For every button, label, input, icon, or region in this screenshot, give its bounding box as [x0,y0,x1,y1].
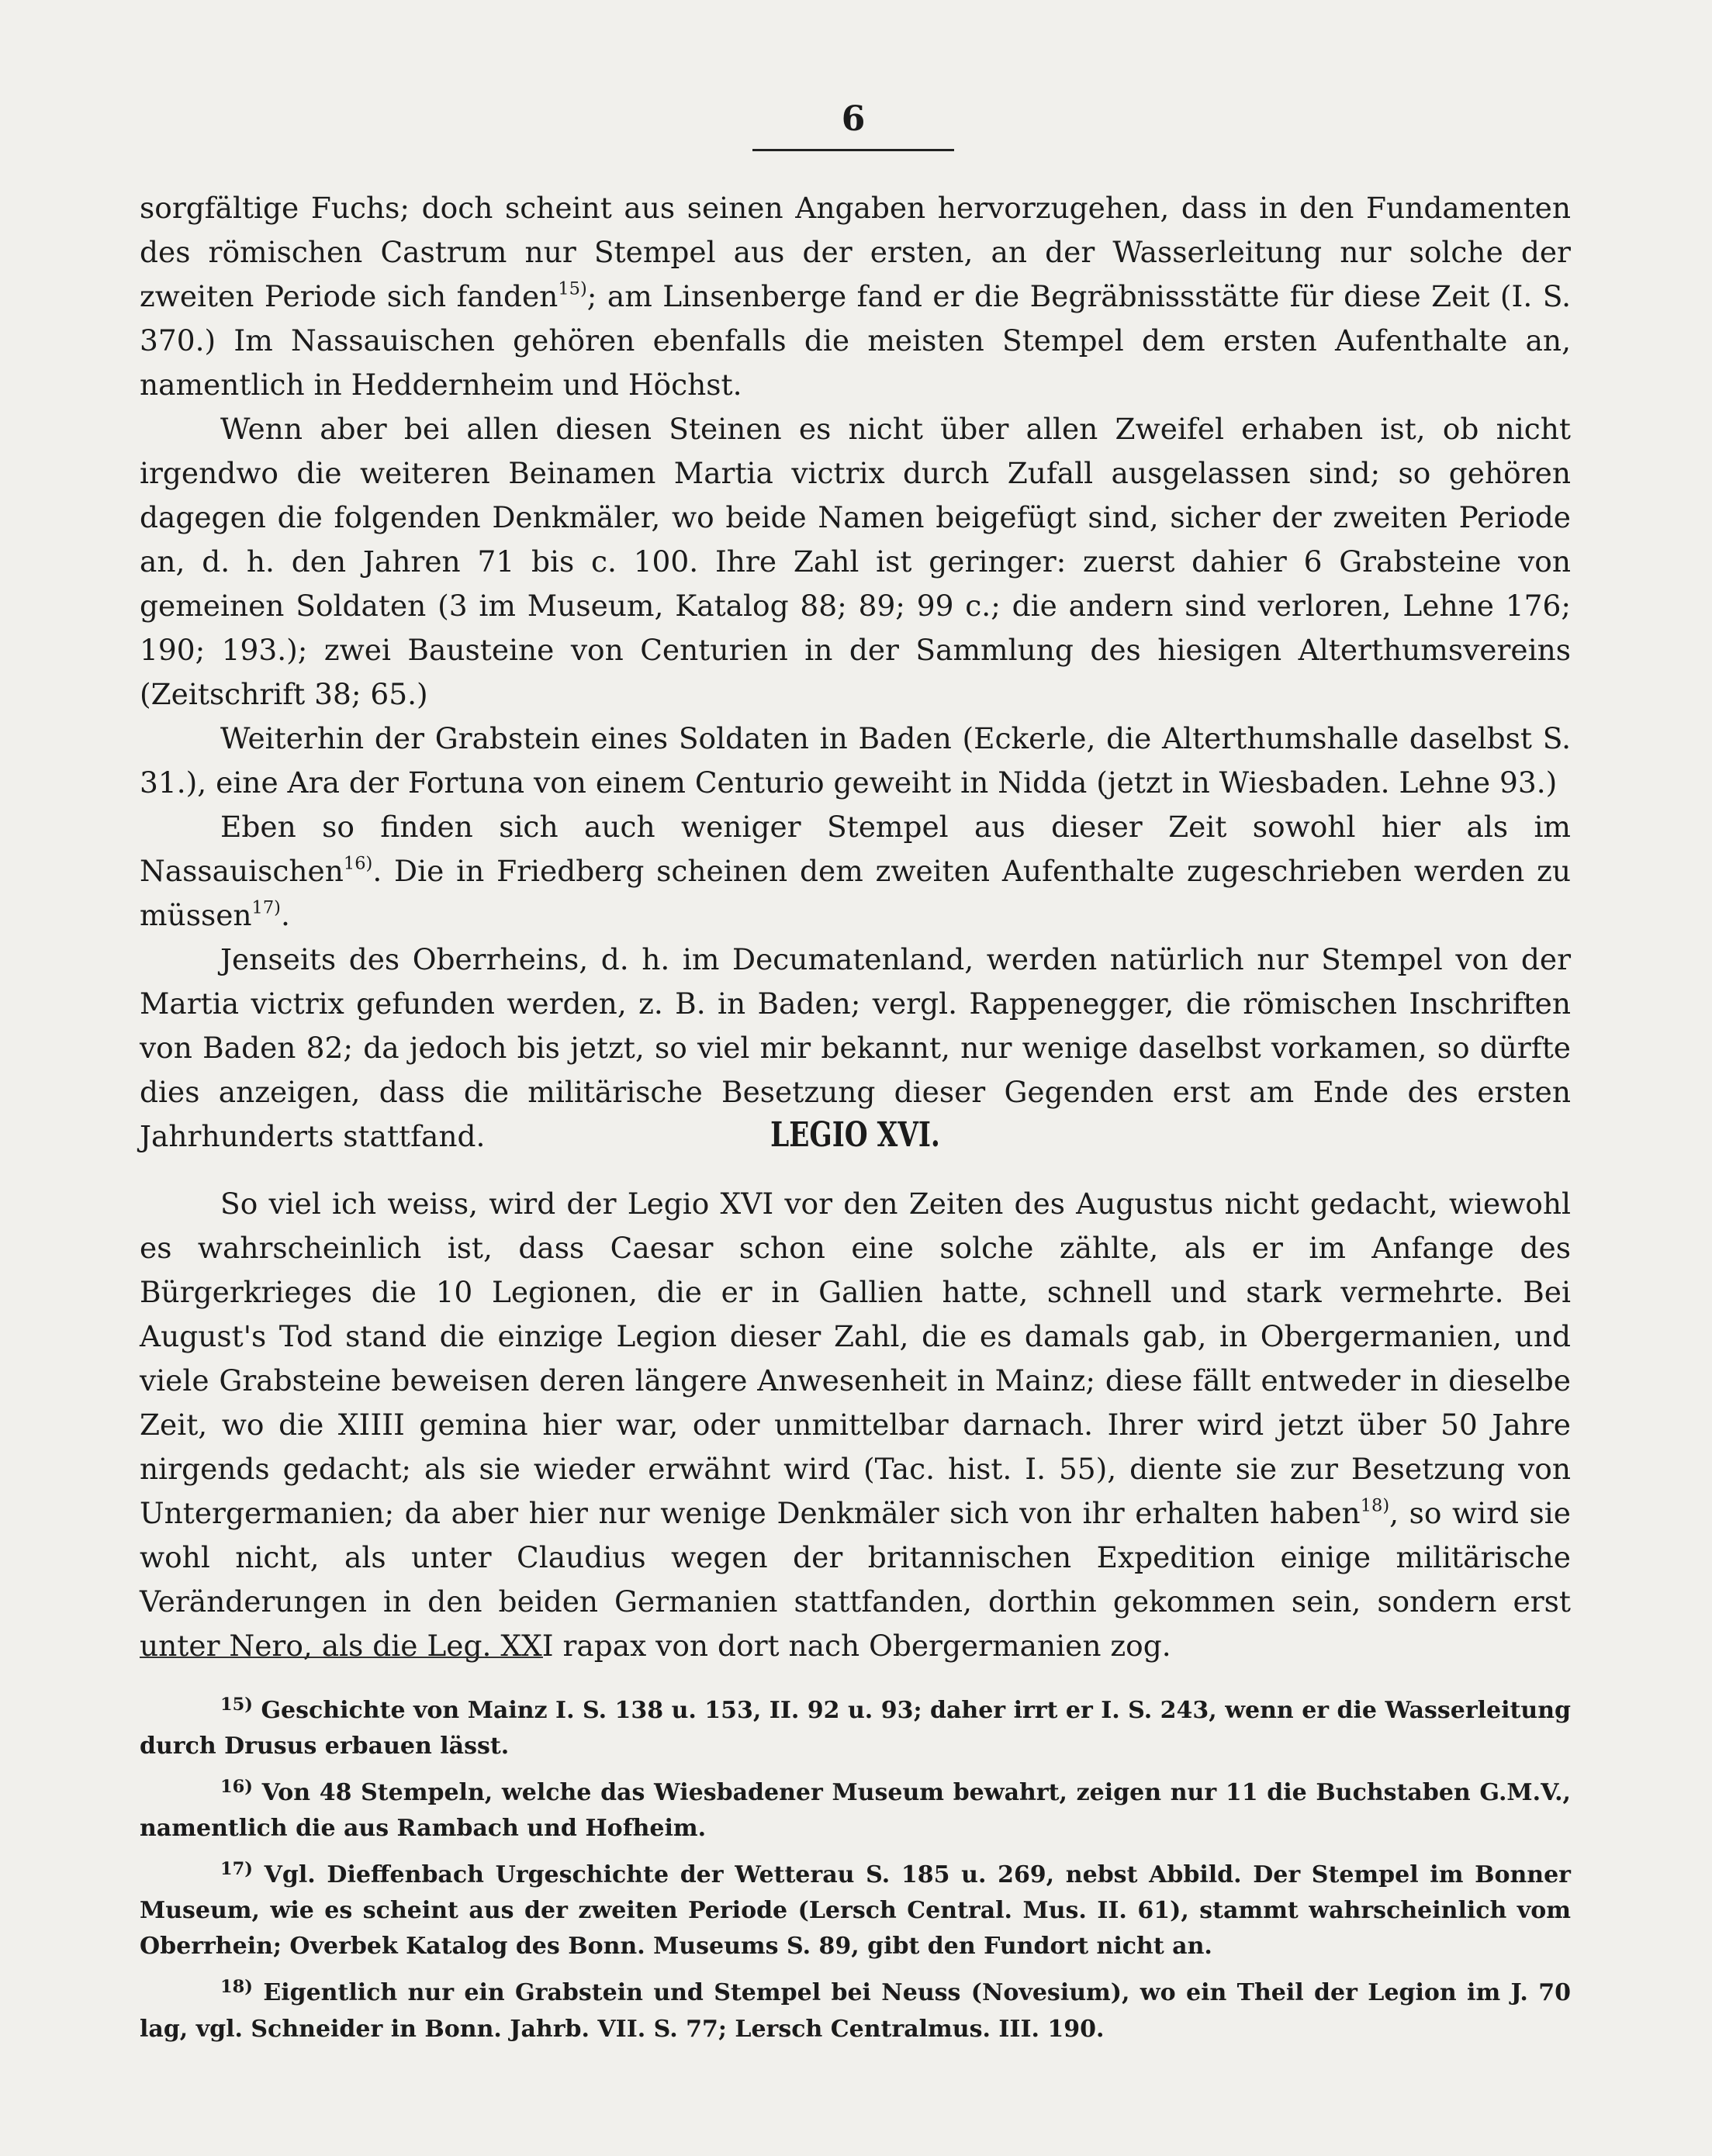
footnote: $^{15)}$ Geschichte von Mainz I. S. 138 u. 153, II. 92 u. 93; daher irrt er I. S. 243, wenn er die Wasserleitung durch Drusus erbauen lässt. [140,1695,1571,1760]
footnote: $^{18)}$ Eigentlich nur ein Grabstein und Stempel bei Neuss (Novesium), wo ein Theil der Legion im J. 70 lag, vgl. Schneider in Bonn. Jahrb. VII. S. 77; Lersch Centralmus. III. 190. [140,1977,1571,2043]
footnote-rule [140,1657,543,1658]
footnote: $^{16)}$ Von 48 Stempeln, welche das Wiesbadener Museum bewahrt, zeigen nur 11 die Buchstaben G.M.V., namentlich die aus Rambach und Hofheim. [140,1777,1572,1843]
footnote-number: 16) [220,1777,253,1798]
section-heading: LEGIO XVI. [770,1115,940,1155]
footnotes [140,1687,1571,2052]
section-text [140,1182,1571,1668]
header-rule [752,149,954,151]
footnote-number: 17) [220,1859,253,1880]
paragraph: Weiterhin der Grabstein eines Soldaten in Baden (Eckerle, die Alterthumshalle daselbst S. 31.), eine Ara der Fortuna von einem Centurio geweiht in Nidda (jetzt in Wiesbaden. Lehne 93.) [140,721,1571,800]
paragraph: Jenseits des Oberrheins, d. h. im Decumatenland, werden natürlich nur Stempel von der Martia victrix gefunden werden, z. B. in Baden; vergl. Rappenegger, die römischen Inschriften von Baden 82; da jedoch bis jetzt, so viel mir bekannt, nur wenige daselbst vorkamen, so dürfte dies anzeigen, dass die militärische Besetzung dieser Gegenden erst am Ende des ersten Jahrhunderts stattfand. [140,942,1571,1153]
paragraph: Wenn aber bei allen diesen Steinen es nicht über allen Zweifel erhaben ist, ob nicht irgendwo die weiteren Beinamen Martia victrix durch Zufall ausgelassen sind; so gehören dagegen die folgenden Denkmäler, wo beide Namen beigefügt sind, sicher der zweiten Periode an, d. h. den Jahren 71 bis c. 100. Ihre Zahl ist geringer: zuerst dahier 6 Grabsteine von gemeinen Soldaten (3 im Museum, Katalog 88; 89; 99 c.; die andern sind verloren, Lehne 176; 190; 193.); zwei Bausteine von Centurien in der Sammlung des hiesigen Alterthumsvereins (Zeitschrift 38; 65.) [140,412,1571,711]
page-number: 6 [841,99,866,139]
footnote-number: 15) [220,1695,253,1715]
footnote-number: 18) [220,1977,253,1998]
paragraph: sorgfältige Fuchs; doch scheint aus seinen Angaben hervorzugehen, dass in den Fundamenten des römischen Castrum nur Stempel aus der ersten, an der Wasserleitung nur solche der zweiten Periode sich fanden$^{15)}$; am Linsenberge fand er die Begräbnissstätte für diese Zeit (I. S. 370.) Im Nassauischen gehören ebenfalls die meisten Stempel dem ersten Aufenthalte an, namentlich in Heddernheim und Höchst. [140,191,1572,402]
paragraph: So viel ich weiss, wird der Legio XVI vor den Zeiten des Augustus nicht gedacht, wiewohl es wahrscheinlich ist, dass Caesar schon eine solche zählte, als er im Anfange des Bürgerkrieges die 10 Legionen, die er in Gallien hatte, schnell und stark vermehrte. Bei August's Tod stand die einzige Legion dieser Zahl, die es damals gab, in Obergermanien, und viele Grabsteine beweisen deren längere Anwesenheit in Mainz; diese fällt entweder in dieselbe Zeit, wo die XIIII gemina hier war, oder unmittelbar darnach. Ihrer wird jetzt über 50 Jahre nirgends gedacht; als sie wieder erwähnt wird (Tac. hist. I. 55), diente sie zur Besetzung von Untergermanien; da aber hier nur wenige Denkmäler sich von ihr erhalten haben$^{18)}$, so wird sie wohl nicht, als unter Claudius wegen der britannischen Expedition einige militärische Veränderungen in den beiden Germanien stattfanden, dorthin gekommen sein, sondern erst unter Nero, als die Leg. XXI rapax von dort nach Obergermanien zog. [140,1187,1571,1663]
footnote-ref: 16) [343,853,373,874]
main-text [140,186,1571,1159]
footnote-ref: 17) [251,897,281,918]
footnote-ref: 18) [1360,1495,1390,1516]
footnote: $^{17)}$ Vgl. Dieffenbach Urgeschichte der Wetterau S. 185 u. 269, nebst Abbild. Der Stempel im Bonner Museum, wie es scheint aus der zweiten Periode (Lersch Central. Mus. II. 61), stammt wahrscheinlich vom Oberrhein; Overbek Katalog des Bonn. Museums S. 89, gibt den Fundort nicht an. [140,1859,1571,1961]
paragraph: Eben so finden sich auch weniger Stempel aus dieser Zeit sowohl hier als im Nassauischen$^{16)}$. Die in Friedberg scheinen dem zweiten Aufenthalte zugeschrieben werden zu müssen$^{17)}$. [140,810,1571,932]
footnote-ref: 15) [558,278,587,299]
